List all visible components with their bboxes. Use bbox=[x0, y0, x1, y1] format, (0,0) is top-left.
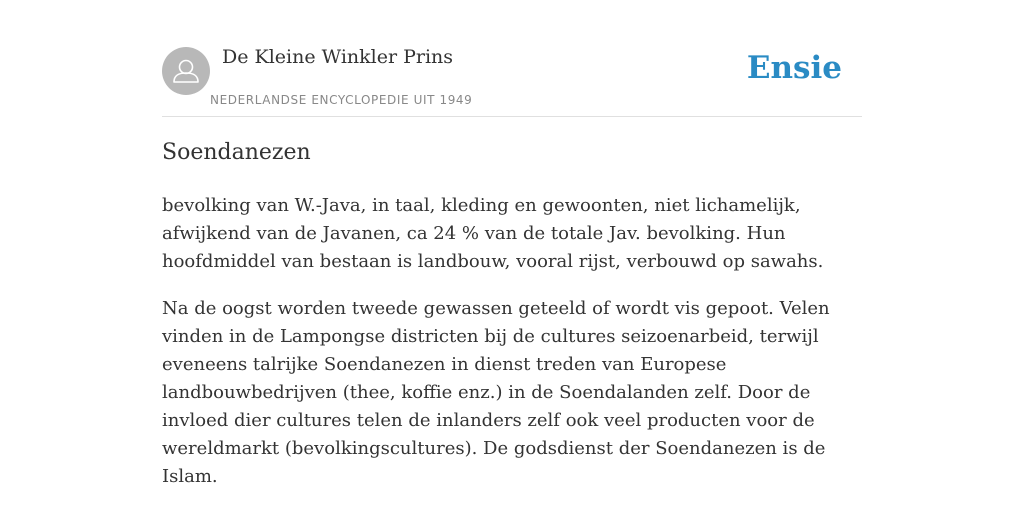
user-icon[interactable] bbox=[162, 47, 210, 95]
author-name[interactable]: De Kleine Winkler Prins bbox=[222, 46, 454, 68]
page-header bbox=[162, 0, 862, 117]
article-paragraph: Na de oogst worden tweede gewassen geteeld of wordt vis gepoot. Velen vinden in de Lampongse districten bij de cultures seizoenarbeid, terwijl eveneens talrijke Soendanezen in dienst treden van Europese landbouwbedrijven (thee, koffie enz.) in de Soendalanden zelf. Door de invloed dier cultures telen de inlanders zelf ook veel producten voor de wereldmarkt (bevolkingscultures). De godsdienst der Soendanezen is de Islam. bbox=[162, 298, 830, 487]
brand-logo[interactable]: Ensie bbox=[746, 50, 842, 86]
article-title: Soendanezen bbox=[162, 140, 311, 165]
article-paragraph: bevolking van W.-Java, in taal, kleding en gewoonten, niet lichamelijk, afwijkend van de Javanen, ca 24 % van de totale Jav. bevolking. Hun hoofdmiddel van bestaan is landbouw, vooral rijst, verbouwd op sawahs. bbox=[162, 195, 824, 272]
encyclopedia-subtitle: NEDERLANDSE ENCYCLOPEDIE UIT 1949 bbox=[210, 93, 473, 107]
article-body bbox=[162, 192, 867, 510]
